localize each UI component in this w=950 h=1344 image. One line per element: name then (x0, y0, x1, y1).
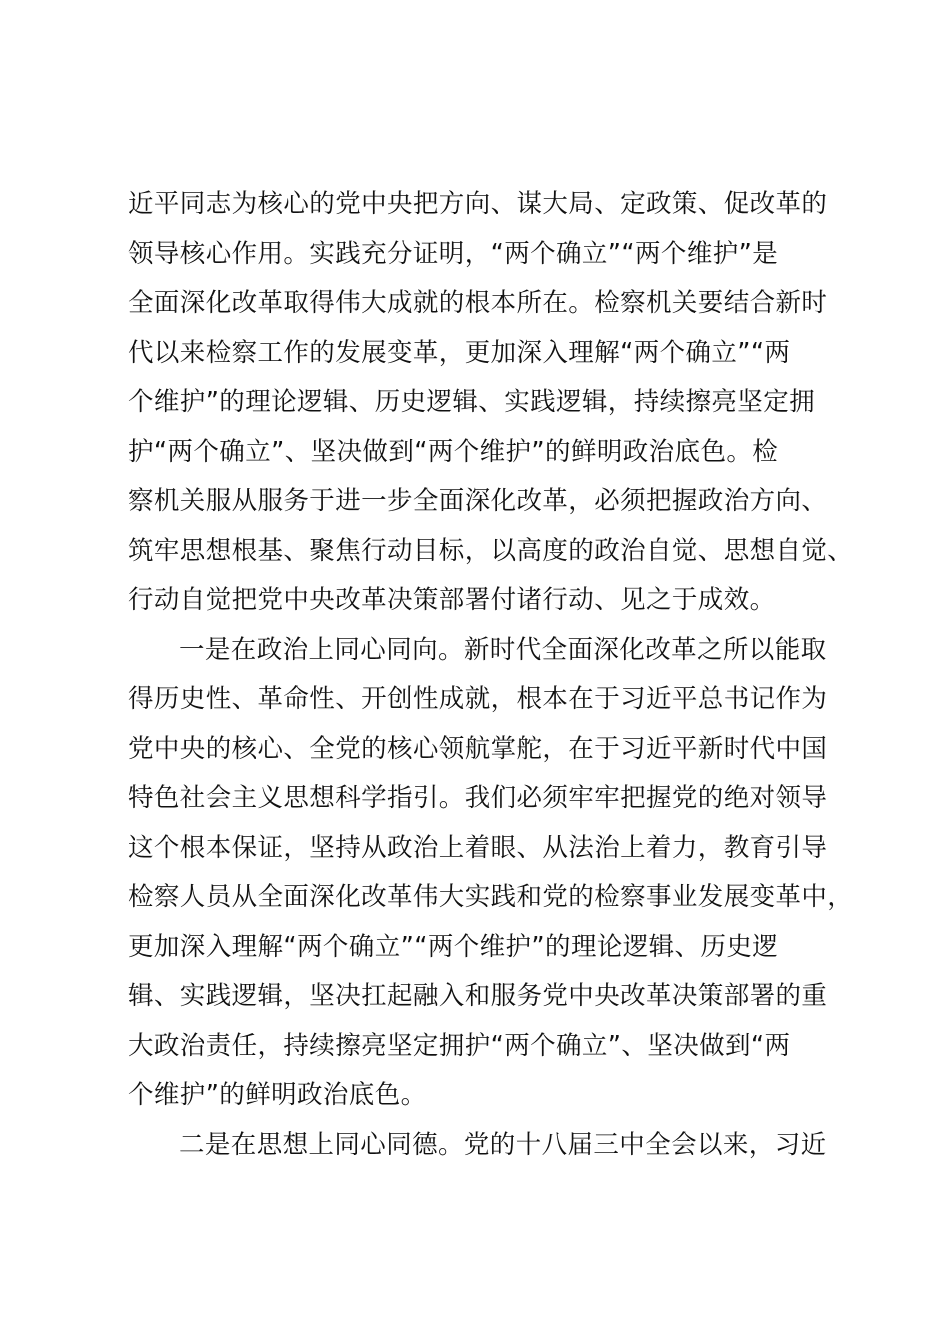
text-line: 筑牢思想根基、聚焦行动目标，以高度的政治自觉、思想自觉、 (128, 535, 854, 566)
text-line: 党中央的核心、全党的核心领航掌舵，在于习近平新时代中国 (128, 733, 828, 764)
text-line: 行动自觉把党中央改革决策部署付诸行动、见之于成效。 (128, 585, 776, 615)
text-line: 特色社会主义思想科学指引。我们必须牢牢把握党的绝对领导 (128, 783, 828, 813)
text-line: 个维护”的理论逻辑、历史逻辑、实践逻辑，持续擦亮坚定拥 (128, 387, 816, 417)
text-line: 个维护”的鲜明政治底色。 (128, 1080, 427, 1110)
text-line: 察机关服从服务于进一步全面深化改革，必须把握政治方向、 (128, 486, 828, 516)
text-line: 大政治责任，持续擦亮坚定拥护“两个确立”、坚决做到“两 (128, 1030, 791, 1061)
text-line: 代以来检察工作的发展变革，更加深入理解“两个确立”“两 (128, 337, 791, 368)
paragraph-start-line: 一是在政治上同心同向。新时代全面深化改革之所以能取 (179, 634, 827, 665)
text-line: 更加深入理解“两个确立”“两个维护”的理论逻辑、历史逻 (128, 931, 779, 962)
text-line: 得历史性、革命性、开创性成就，根本在于习近平总书记作为 (128, 684, 828, 714)
text-line: 辑、实践逻辑，坚决扛起融入和服务党中央改革决策部署的重 (128, 981, 828, 1011)
text-line: 这个根本保证，坚持从政治上着眼、从法治上着力，教育引导 (128, 832, 828, 863)
text-line: 领导核心作用。实践充分证明，“两个确立”“两个维护”是 (128, 238, 779, 269)
body-text (128, 180, 854, 1170)
paragraph-start-line: 二是在思想上同心同德。党的十八届三中全会以来，习近 (179, 1129, 827, 1160)
text-line: 全面深化改革取得伟大成就的根本所在。检察机关要结合新时 (128, 288, 828, 318)
text-line: 近平同志为核心的党中央把方向、谋大局、定政策、促改革的 (128, 189, 828, 219)
text-line: 护“两个确立”、坚决做到“两个维护”的鲜明政治底色。检 (128, 436, 779, 467)
text-line: 检察人员从全面深化改革伟大实践和党的检察事业发展变革中， (128, 882, 854, 912)
